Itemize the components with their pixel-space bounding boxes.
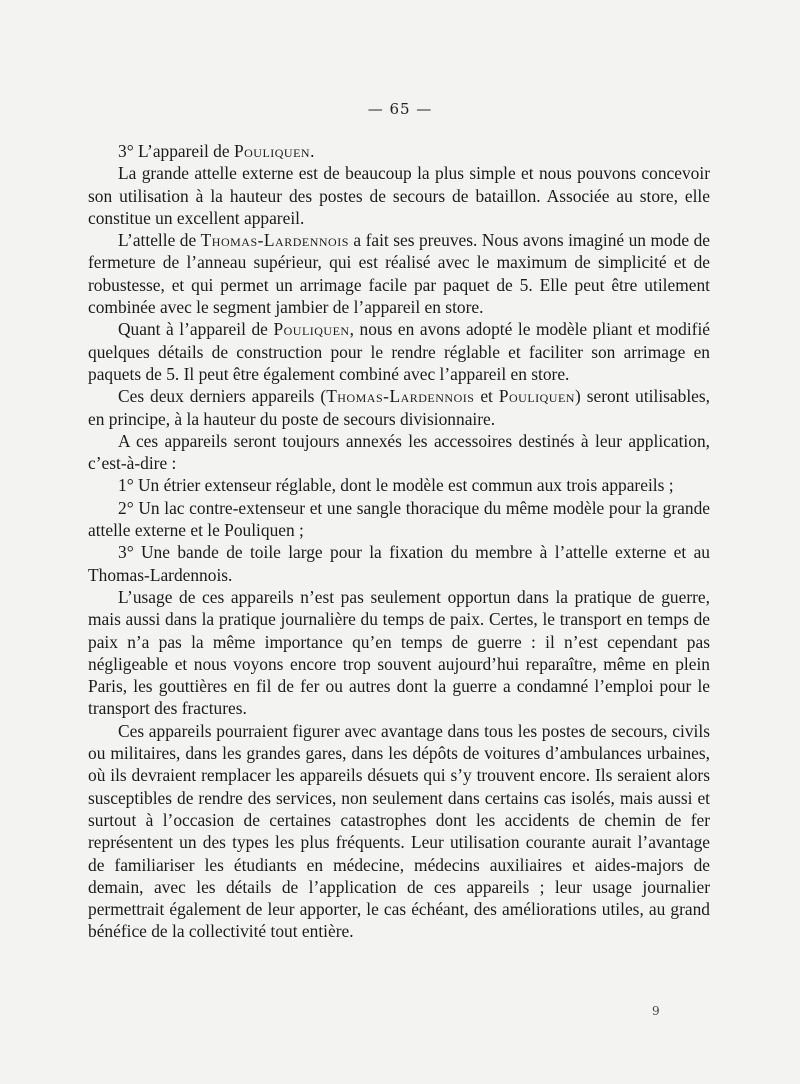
paragraph-2-end: a fait ses preuves. Nous avons imaginé un mode de fermeture de l’anneau supérieur, qui est réalisé avec le maximum de simplicité et de robustesse, et qui permet un arrimage facile par paquet de 5. Elle peut être utilement combinée avec le segment jambier de l’appareil en store. <box>88 230 710 318</box>
paragraph-9: L’usage de ces appareils n’est pas seulement opportun dans la pratique de guerre, mais aussi dans la pratique journalière du temps de paix. Certes, le transport en temps de paix n’a pas la même importance qu’en temps de guerre : il n’est cependant pas négligeable et nous voyons encore trop souvent aujourd’hui reparaître, même en plein Paris, les gouttières en fil de fer ou autres dont la guerre a condamné l’emploi pour le transport des fractures. <box>88 586 710 719</box>
paragraph-4-start: Ces deux derniers appareils ( <box>118 386 327 407</box>
paragraph-2 <box>88 229 710 318</box>
paragraph-3 <box>88 318 710 385</box>
list-item-2: 2° Un lac contre-extenseur et une sangle thoracique du même modèle pour la grande attelle externe et le Pouliquen ; <box>88 497 710 541</box>
paragraph-2-name: Thomas-Lardennois <box>200 230 349 251</box>
paragraph-4 <box>88 385 710 430</box>
paragraph-2-start: L’attelle de <box>118 230 201 251</box>
page-body <box>88 140 710 943</box>
paragraph-4-name-2: Pouliquen <box>498 386 575 407</box>
section-heading <box>88 140 710 162</box>
heading-prefix: 3° L’appareil de <box>118 141 234 161</box>
signature-mark: 9 <box>652 1004 660 1018</box>
paragraph-4-end: ) seront utilisables, en principe, à la hauteur du poste de secours divisionnaire. <box>88 386 711 429</box>
paragraph-3-end: , nous en avons adopté le modèle pliant et modifié quelques détails de construction pour le rendre réglable et faciliter son arrimage en paquets de 5. Il peut être également combiné avec l’appareil en store. <box>88 319 711 384</box>
heading-name: Pouliquen <box>233 141 311 161</box>
paragraph-4-name-1: Thomas-Lardennois <box>326 386 475 407</box>
paragraph-4-mid: et <box>474 386 499 407</box>
page-number: — 65 — <box>367 100 433 118</box>
list-item-3: 3° Une bande de toile large pour la fixation du membre à l’attelle externe et au Thomas-Lardennois. <box>88 542 710 585</box>
paragraph-3-start: Quant à l’appareil de <box>118 319 274 340</box>
paragraph-10: Ces appareils pourraient figurer avec avantage dans tous les postes de secours, civils ou militaires, dans les grandes gares, dans les dépôts de voitures d’ambulances urbaines, où ils devraient remplacer les appareils désuets qui s’y trouvent encore. Ils seraient alors susceptibles de rendre des services, non seulement dans certains cas isolés, mais aussi et surtout à l’occasion de certaines catastrophes dont les accidents de chemin de fer représentent un des types les plus fréquents. Leur utilisation courante aurait l’avantage de familiariser les étudiants en médecine, médecins auxiliaires et aides-majors de demain, avec les détails de l’application de ces appareils ; leur usage journalier permettrait également de leur apporter, le cas échéant, des améliorations utiles, au grand bénéfice de la collectivité tout entière. <box>88 720 710 942</box>
list-item-1: 1° Un étrier extenseur réglable, dont le modèle est commun aux trois appareils ; <box>118 475 674 496</box>
paragraph-5: A ces appareils seront toujours annexés les accessoires destinés à leur application, c’est-à-dire : <box>88 430 710 474</box>
heading-suffix: . <box>310 141 315 161</box>
paragraph-3-name: Pouliquen <box>273 319 350 340</box>
paragraph-1: La grande attelle externe est de beaucoup la plus simple et nous pouvons concevoir son utilisation à la hauteur des postes de secours de bataillon. Associée au store, elle constitue un excellent appareil. <box>88 163 710 228</box>
